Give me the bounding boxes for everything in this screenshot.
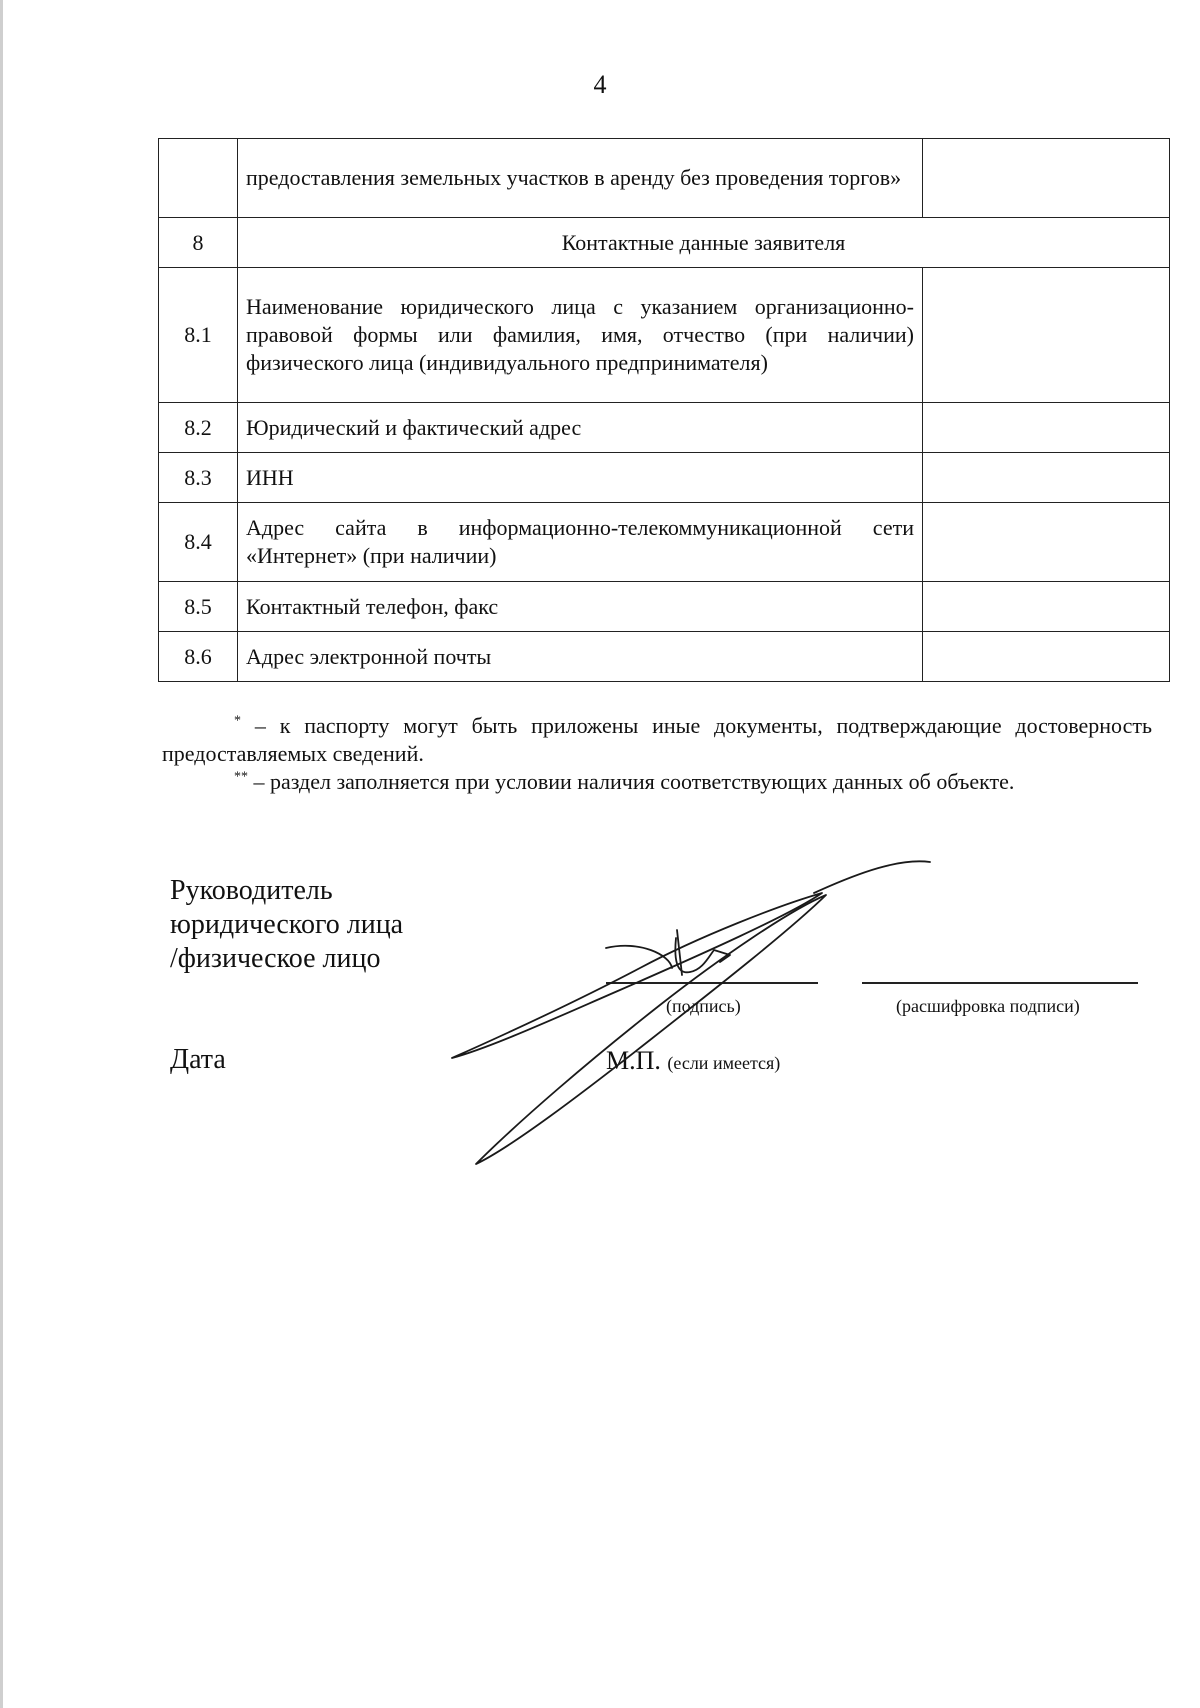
table-row bbox=[159, 632, 1170, 682]
role-line: /физическое лицо bbox=[170, 943, 381, 974]
row-number: 8.5 bbox=[159, 582, 238, 632]
signature-caption: (подпись) bbox=[666, 996, 741, 1016]
stamp-label bbox=[606, 1046, 780, 1076]
row-text: Наименование юридического лица с указанием организационно-правовой формы или фамилия, имя, отчество (при наличии) физического лица (индивидуального предпринимателя) bbox=[238, 268, 923, 403]
footnote-mark: ** bbox=[234, 769, 248, 785]
row-number: 8.3 bbox=[159, 453, 238, 503]
row-value-cell[interactable] bbox=[923, 632, 1170, 682]
stamp-abbrev: М.П. bbox=[606, 1046, 661, 1075]
scan-left-edge bbox=[0, 0, 3, 1708]
footnote-text: – раздел заполняется при условии наличия соответствующих данных об объекте. bbox=[253, 769, 1015, 794]
row-text: ИНН bbox=[238, 453, 923, 503]
row-text: Адрес электронной почты bbox=[238, 632, 923, 682]
stamp-note: (если имеется) bbox=[667, 1053, 781, 1073]
table-row bbox=[159, 503, 1170, 582]
decryption-line bbox=[862, 982, 1138, 984]
section-row bbox=[159, 218, 1170, 268]
date-label: Дата bbox=[170, 1044, 226, 1075]
footnote-text: – к паспорту могут быть приложены иные документы, подтверждающие достоверность предоставляемых сведений. bbox=[162, 713, 1153, 766]
role-line: Руководитель bbox=[170, 875, 333, 906]
signature-line bbox=[606, 982, 818, 984]
row-number: 8.6 bbox=[159, 632, 238, 682]
table-row bbox=[159, 582, 1170, 632]
table-row bbox=[159, 268, 1170, 403]
row-value-cell[interactable] bbox=[923, 403, 1170, 453]
role-line: юридического лица bbox=[170, 909, 404, 940]
footnotes bbox=[162, 712, 1152, 796]
table-row bbox=[159, 453, 1170, 503]
row-text: Адрес сайта в информационно-телекоммуникационной сети «Интернет» (при наличии) bbox=[238, 503, 923, 582]
row-number: 8.2 bbox=[159, 403, 238, 453]
row-number: 8.1 bbox=[159, 268, 238, 403]
page-number: 4 bbox=[593, 70, 607, 99]
applicant-data-table bbox=[158, 138, 1170, 682]
row-value-cell[interactable] bbox=[923, 139, 1170, 218]
footnote-mark: * bbox=[234, 713, 241, 729]
row-number: 8.4 bbox=[159, 503, 238, 582]
row-number bbox=[159, 139, 238, 218]
footnote-2 bbox=[162, 768, 1152, 796]
row-value-cell[interactable] bbox=[923, 582, 1170, 632]
footnote-1 bbox=[162, 712, 1152, 768]
table-row bbox=[159, 139, 1170, 218]
row-value-cell[interactable] bbox=[923, 268, 1170, 403]
row-value-cell[interactable] bbox=[923, 503, 1170, 582]
row-text: Контактный телефон, факс bbox=[238, 582, 923, 632]
decryption-caption: (расшифровка подписи) bbox=[896, 996, 1080, 1016]
row-text: предоставления земельных участков в аренду без проведения торгов» bbox=[238, 139, 923, 218]
section-number: 8 bbox=[159, 218, 238, 268]
row-value-cell[interactable] bbox=[923, 453, 1170, 503]
table-row bbox=[159, 403, 1170, 453]
section-title: Контактные данные заявителя bbox=[238, 218, 1170, 268]
row-text: Юридический и фактический адрес bbox=[238, 403, 923, 453]
signatory-role bbox=[170, 874, 403, 976]
